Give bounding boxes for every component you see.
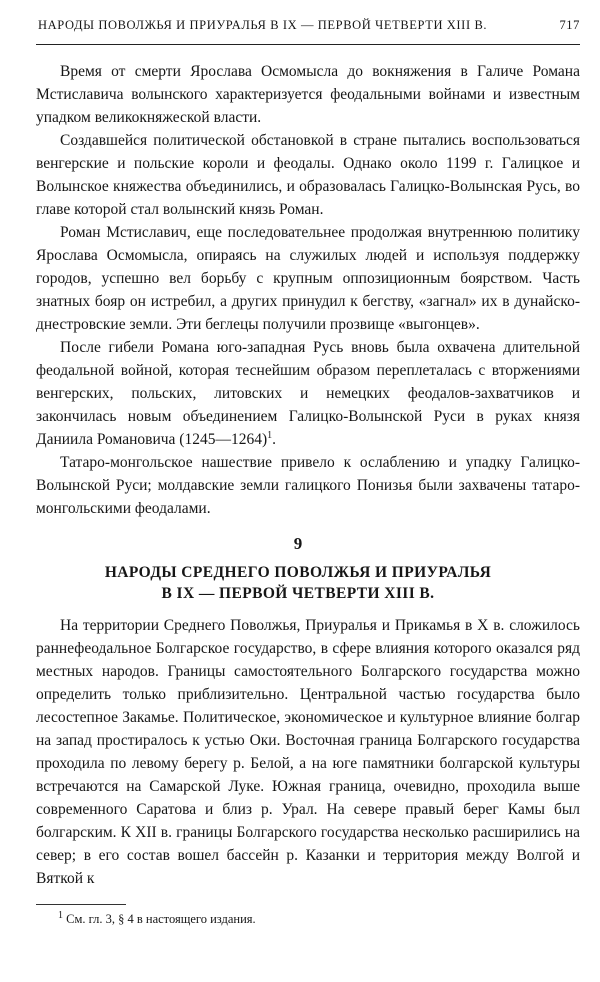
chapter-number: 9 bbox=[293, 534, 303, 553]
paragraph: Время от смерти Ярослава Осмомысла до вокняжения в Галиче Романа Мстиславича волынского характеризуется феодальными войнами и известным упадком великокняжеской власти. bbox=[36, 63, 580, 126]
paragraph: Татаро-монгольское нашествие привело к ослаблению и упадку Галицко-Волынской Руси; молдавские земли галицкого Понизья были захвачены татаро-монгольскими феодалами. bbox=[36, 454, 580, 517]
paragraph: Создавшейся политической обстановкой в стране пытались воспользоваться венгерские и польские короли и феодалы. Однако около 1199 г. Галицкое и Волынское княжества объединились, и образовалась Галицко-Волынская Русь, во главе которой стал волынский князь Роман. bbox=[36, 132, 580, 218]
footnote-rule bbox=[36, 904, 126, 905]
body-text bbox=[36, 60, 580, 520]
footnote-marker: 1 bbox=[58, 909, 63, 921]
paragraph: После гибели Романа юго-западная Русь вновь была охвачена длительной феодальной войной, которая теснейшим образом переплеталась с вторжениями венгерских, польских, литовских и немецких феодалов-захватчиков и закончилась новым объединением Галицко-Волынской Руси в руках князя Даниила Романовича (1245—1264)$^1$. bbox=[36, 339, 580, 448]
footnote-ref: 1 bbox=[267, 429, 273, 441]
running-title: НАРОДЫ ПОВОЛЖЬЯ И ПРИУРАЛЬЯ В IX — ПЕРВОЙ ЧЕТВЕРТИ XIII В. bbox=[38, 18, 488, 32]
chapter-text bbox=[36, 614, 580, 890]
page-number: 717 bbox=[559, 18, 580, 32]
chapter-title-line: В IX — ПЕРВОЙ ЧЕТВЕРТИ XIII В. bbox=[161, 585, 435, 602]
chapter-title-line: НАРОДЫ СРЕДНЕГО ПОВОЛЖЬЯ И ПРИУРАЛЬЯ bbox=[104, 564, 492, 581]
paragraph-text: После гибели Романа юго-западная Русь вновь была охвачена длительной феодальной войной, которая теснейшим образом переплеталась с вторжениями венгерских, польских, литовских и немецких феодалов-захватчиков и закончилась новым объединением Галицко-Волынской Руси в руках князя Даниила Романовича (1245—1264) bbox=[36, 339, 580, 448]
running-head bbox=[38, 18, 580, 36]
paragraph: На территории Среднего Поволжья, Приуралья и Прикамья в X в. сложилось раннефеодальное Болгарское государство, в сфере влияния которого оказался ряд местных народов. Границы самостоятельного Болгарского государства можно определить только приблизительно. Центральной частью государства было лесостепное Закамье. Политическое, экономическое и культурное влияние болгар на запад простиралось к устью Оки. Восточная граница Болгарского государства проходила по левому берегу р. Белой, а на юге памятники болгарской культуры встречаются на Самарской Луке. Южная граница, очевидно, проходила выше современного Саратова и близ р. Урал. На севере правый берег Камы был болгарским. К XII в. границы Болгарского государства несколько расширились на север; в его состав вошел бассейн р. Казанки и территория между Волгой и Вяткой к bbox=[36, 617, 580, 887]
header-rule bbox=[36, 44, 580, 45]
paragraph: Роман Мстиславич, еще последовательнее продолжая внутреннюю политику Ярослава Осмомысла, опираясь на служилых людей и используя поддержку городов, успешно вел борьбу с крупным оппозиционным боярством. Часть знатных бояр он истребил, а других принудил к бегству, «загнал» их в дунайско-днестровские земли. Эти беглецы получили прозвище «выгонцев». bbox=[36, 224, 580, 333]
footnote bbox=[58, 909, 256, 927]
footnote-text: См. гл. 3, § 4 в настоящего издания. bbox=[66, 912, 256, 926]
chapter-title bbox=[36, 562, 560, 604]
